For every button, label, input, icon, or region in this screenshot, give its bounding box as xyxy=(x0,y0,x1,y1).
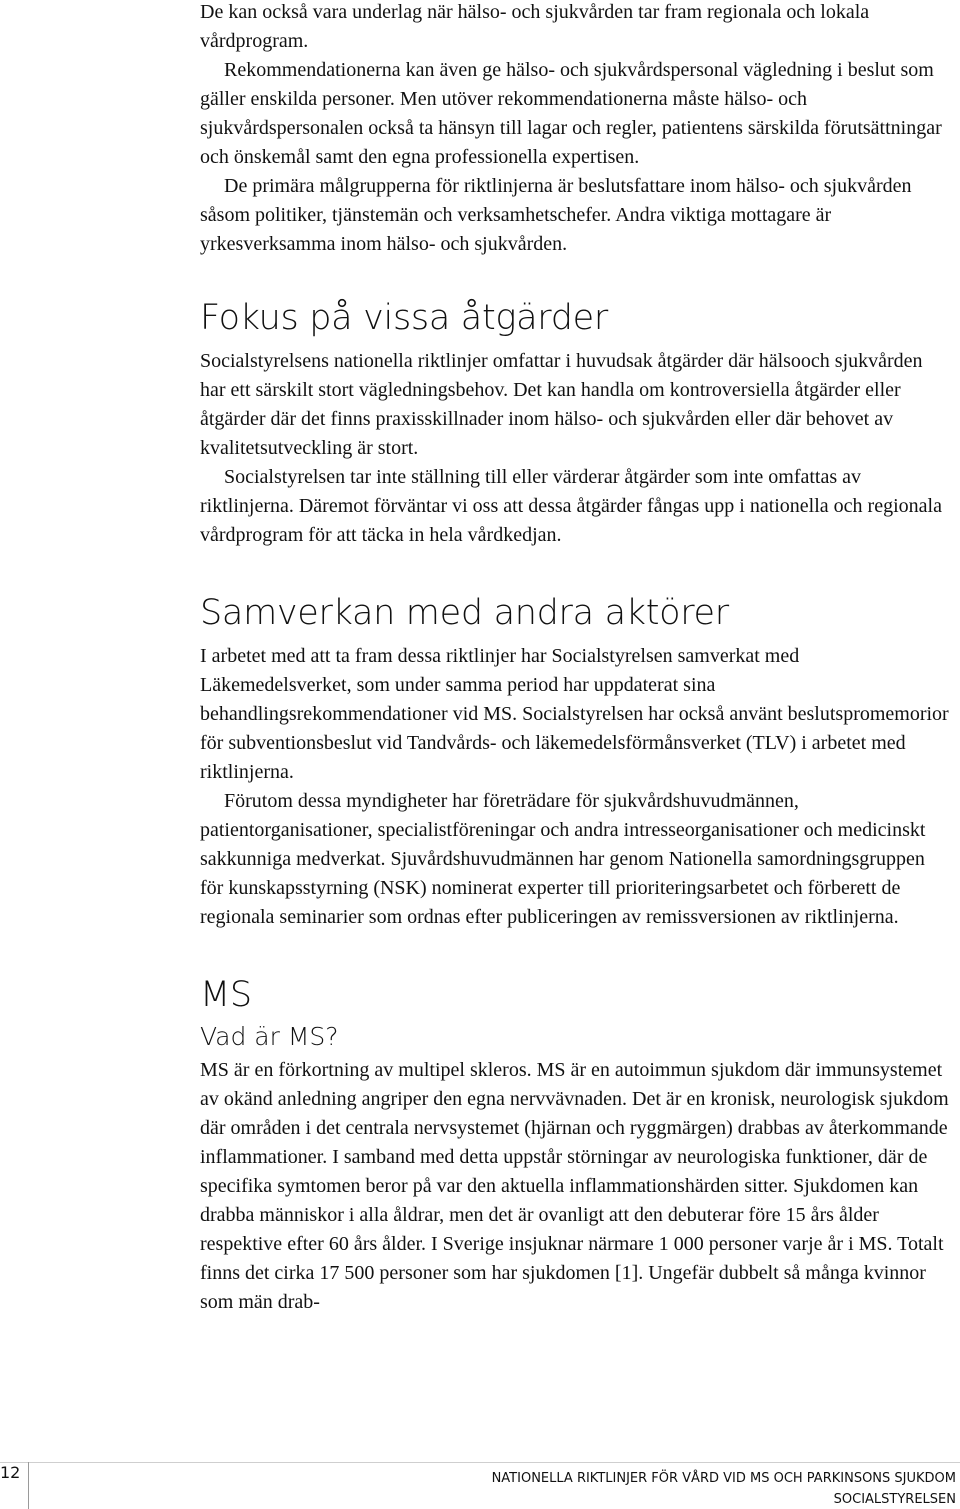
body-paragraph: I arbetet med att ta fram dessa riktlinjer har Socialstyrelsen samverkat med Läkemedelsverket, som under samma period har uppdaterat sina behandlingsrekommendationer vid MS. Socialstyrelsen har också använt beslutspromemorior för subventionsbeslut vid Tandvårds- och läkemedelsförmånsverket (TLV) i arbetet med riktlinjerna. xyxy=(200,645,949,783)
body-paragraph: De kan också vara underlag när hälso- och sjukvården tar fram regionala och lokala vårdprogram. xyxy=(200,1,870,52)
body-paragraph: De primära målgrupperna för riktlinjerna är beslutsfattare inom hälso- och sjukvården såsom politiker, tjänstemän och verksamhetschefer. Andra viktiga mottagare är yrkesverksamma inom hälso- och sjukvården. xyxy=(200,175,912,255)
footer-organization: SOCIALSTYRELSEN xyxy=(833,1492,956,1507)
body-paragraph: Socialstyrelsen tar inte ställning till eller värderar åtgärder som inte omfattas av riktlinjerna. Däremot förväntar vi oss att dessa åtgärder fångas upp i nationella och regionala vårdprogram för att täcka in hela vårdkedjan. xyxy=(200,466,942,546)
page-number-divider xyxy=(28,1462,29,1509)
body-text-column xyxy=(200,0,952,1317)
footer-divider xyxy=(0,1462,960,1463)
footer-publication-title: NATIONELLA RIKTLINJER FÖR VÅRD VID MS OCH PARKINSONS SJUKDOM xyxy=(491,1471,956,1486)
body-paragraph: MS är en förkortning av multipel skleros. MS är en autoimmun sjukdom där immunsystemet av okänd anledning angriper den egna nervvävnaden. Det är en kronisk, neurologisk sjukdom där områden i det centrala nervsystemet (hjärnan och ryggmärgen) drabbas av återkommande inflammationer. I samband med detta uppstår störningar av neurologiska funktioner, där de specifika symtomen beror på var den aktuella inflammationshärden sitter. Sjukdomen kan drabba människor i alla åldrar, men det är ovanligt att den debuterar före 15 års ålder respektive efter 60 års ålder. I Sverige insjuknar närmare 1 000 personer varje år i MS. Totalt finns det cirka 17 500 personer som har sjukdomen [1]. Ungefär dubbelt så många kvinnor som män drab- xyxy=(200,1059,949,1313)
body-paragraph: Socialstyrelsens nationella riktlinjer omfattar i huvudsak åtgärder där hälsooch sjukvården har ett särskilt stort vägledningsbehov. Det kan handla om kontroversiella åtgärder eller åtgärder där det finns praxisskillnader inom hälso- och sjukvården eller där behovet av kvalitetsutveckling är stort. xyxy=(200,350,923,459)
section-heading-ms: MS xyxy=(200,975,252,1015)
section-heading-samverkan: Samverkan med andra aktörer xyxy=(200,593,729,633)
body-paragraph: Förutom dessa myndigheter har företrädare för sjukvårdshuvudmännen, patientorganisationer, specialistföreningar och andra intresseorganisationer och medicinskt sakkunniga medverkat. Sjuvårdshuvudmännen har genom Nationella samordningsgruppen för kunskapsstyrning (NSK) nominerat experter till prioriteringsarbetet och förberett de regionala seminarier som ordnas efter publiceringen av remissversionen av riktlinjerna. xyxy=(200,790,926,928)
subsection-heading-vad-ar-ms: Vad är MS? xyxy=(200,1022,339,1051)
section-heading-fokus: Fokus på vissa åtgärder xyxy=(200,298,608,338)
page-number: 12 xyxy=(0,1463,21,1482)
body-paragraph: Rekommendationerna kan även ge hälso- och sjukvårdspersonal vägledning i beslut som gäller enskilda personer. Men utöver rekommendationerna måste hälso- och sjukvårdspersonalen också ta hänsyn till lagar och regler, patientens särskilda förutsättningar och önskemål samt den egna professionella expertisen. xyxy=(200,59,942,168)
page-footer xyxy=(0,1440,960,1509)
